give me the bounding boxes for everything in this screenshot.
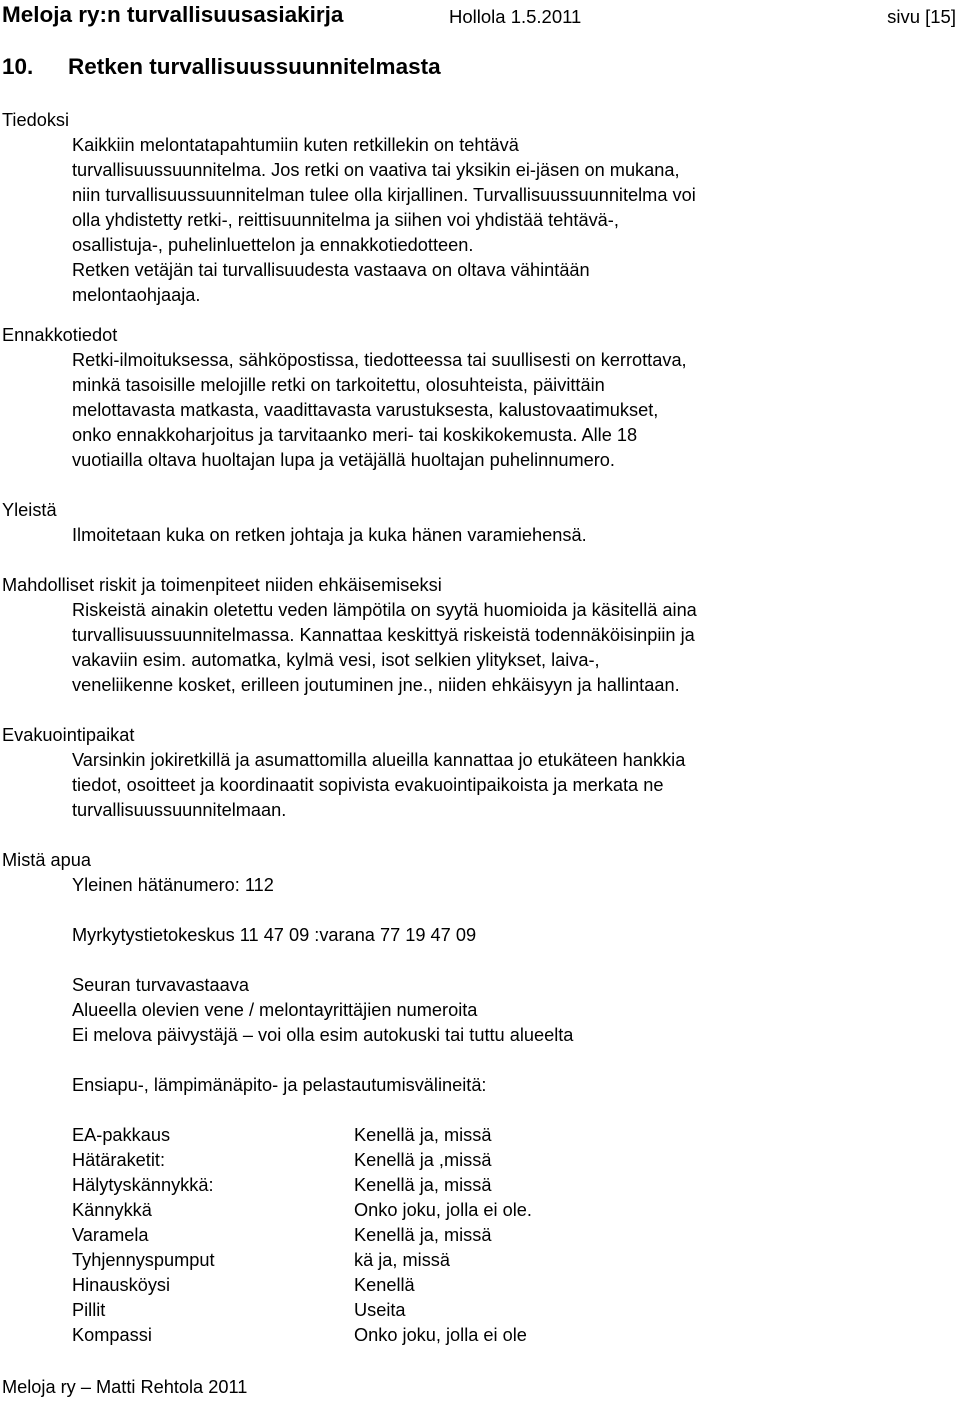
emergency-number: Yleinen hätänumero: 112 bbox=[72, 875, 274, 895]
equipment-holder: Useita bbox=[354, 1300, 406, 1320]
list-item bbox=[72, 1298, 952, 1323]
equipment-item: Kompassi bbox=[72, 1325, 152, 1345]
riskit-heading: Mahdolliset riskit ja toimenpiteet niiden ehkäisemiseksi bbox=[2, 575, 442, 595]
equipment-item: Hätäraketit: bbox=[72, 1150, 165, 1170]
equipment-item: Hinausköysi bbox=[72, 1275, 171, 1295]
list-item bbox=[72, 1123, 952, 1148]
equipment-item: Pillit bbox=[72, 1300, 106, 1320]
equipment-item: Hälytyskännykkä: bbox=[72, 1175, 214, 1195]
yleista-heading: Yleistä bbox=[2, 500, 57, 520]
equipment-holder: Kenellä ja, missä bbox=[354, 1225, 492, 1245]
riskit-text: Riskeistä ainakin oletettu veden lämpötila on syytä huomioida ja käsitellä aina turvallisuussuunnitelmassa. Kannattaa keskittyä riskeistä todennäköisinpiin ja vakaviin esim. automatka, kylmä vesi, isot selkien ylitykset, laiva-, veneliikenne kosket, erilleen joutuminen jne., niiden ehkäisyyn ja hallintaan. bbox=[72, 600, 697, 695]
equipment-holder: Kenellä ja, missä bbox=[354, 1175, 492, 1195]
safety-contact-3: Ei melova päivystäjä – voi olla esim autokuski tai tuttu alueelta bbox=[72, 1025, 574, 1045]
equipment-holder: Kenellä bbox=[354, 1275, 415, 1295]
equipment-item: Varamela bbox=[72, 1225, 149, 1245]
document-title: Meloja ry:n turvallisuusasiakirja bbox=[2, 2, 344, 27]
equipment-item: Tyhjennyspumput bbox=[72, 1250, 215, 1270]
safety-contact-1: Seuran turvavastaava bbox=[72, 975, 249, 995]
riskit-section bbox=[2, 573, 952, 698]
list-item bbox=[72, 1248, 952, 1273]
list-item bbox=[72, 1148, 952, 1173]
list-item bbox=[72, 1198, 952, 1223]
apua-heading: Mistä apua bbox=[2, 850, 91, 870]
yleista-section bbox=[2, 498, 952, 548]
list-item bbox=[72, 1173, 952, 1198]
section-number: 10. bbox=[2, 54, 34, 79]
ennakkotiedot-text: Retki-ilmoituksessa, sähköpostissa, tiedotteessa tai suullisesti on kerrottava, minkä tasoisille melojille retki on tarkoitettu, olosuhteista, päivittäin melottavasta matkasta, vaadittavasta varustuksesta, kalustovaatimukset, onko ennakkoharjoitus ja tarvitaanko meri- tai koskikokemusta. Alle 18 vuotiailla oltava huoltajan lupa ja vetäjällä huoltajan puhelinnumero. bbox=[72, 350, 687, 470]
equipment-item: EA-pakkaus bbox=[72, 1125, 171, 1145]
page-footer: Meloja ry – Matti Rehtola 2011 bbox=[2, 1377, 248, 1397]
equipment-item: Kännykkä bbox=[72, 1200, 152, 1220]
equipment-holder: Kenellä ja, missä bbox=[354, 1125, 492, 1145]
equipment-holder: Kenellä ja ,missä bbox=[354, 1150, 492, 1170]
list-item bbox=[72, 1223, 952, 1248]
evakuointi-heading: Evakuointipaikat bbox=[2, 725, 135, 745]
page-header bbox=[2, 2, 956, 36]
section-title: Retken turvallisuussuunnitelmasta bbox=[68, 54, 441, 79]
tiedoksi-text: Kaikkiin melontatapahtumiin kuten retkillekin on tehtävä turvallisuussuunnitelma. Jos retki on vaativa tai yksikin ei-jäsen on mukana, niin turvallisuussuunnitelman tulee olla kirjallinen. Turvallisuussuunnitelma voi olla yhdistetty retki-, reittisuunnitelma ja siihen voi yhdistää tehtävä-, osallistuja-, puhelinluettelon ja ennakkotiedotteen. Retken vetäjän tai turvallisuudesta vastaava on oltava vähintään melontaohjaaja. bbox=[72, 135, 696, 305]
list-item bbox=[72, 1323, 952, 1348]
section-heading bbox=[2, 54, 441, 80]
tiedoksi-heading: Tiedoksi bbox=[2, 110, 70, 130]
equipment-holder: kä ja, missä bbox=[354, 1250, 451, 1270]
equipment-holder: Onko joku, jolla ei ole bbox=[354, 1325, 527, 1345]
evakuointi-section bbox=[2, 723, 952, 823]
equipment-holder: Onko joku, jolla ei ole. bbox=[354, 1200, 532, 1220]
ennakkotiedot-section bbox=[2, 323, 952, 473]
equipment-title: Ensiapu-, lämpimänäpito- ja pelastautumisvälineitä: bbox=[72, 1075, 487, 1095]
yleista-text: Ilmoitetaan kuka on retken johtaja ja kuka hänen varamiehensä. bbox=[72, 525, 587, 545]
safety-contact-2: Alueella olevien vene / melontayrittäjien numeroita bbox=[72, 1000, 478, 1020]
document-body bbox=[2, 108, 952, 1348]
tiedoksi-section bbox=[2, 108, 952, 308]
list-item bbox=[72, 1273, 952, 1298]
equipment-list bbox=[72, 1123, 952, 1348]
apua-section bbox=[2, 848, 952, 1348]
page-number: sivu [15] bbox=[887, 6, 956, 27]
evakuointi-text: Varsinkin jokiretkillä ja asumattomilla alueilla kannattaa jo etukäteen hankkia tiedot, osoitteet ja koordinaatit sopivista evakuointipaikoista ja merkata ne turvallisuussuunnitelmaan. bbox=[72, 750, 686, 820]
poison-center: Myrkytystietokeskus 11 47 09 :varana 77 19 47 09 bbox=[72, 925, 477, 945]
ennakkotiedot-heading: Ennakkotiedot bbox=[2, 325, 118, 345]
place-date: Hollola 1.5.2011 bbox=[449, 6, 582, 27]
